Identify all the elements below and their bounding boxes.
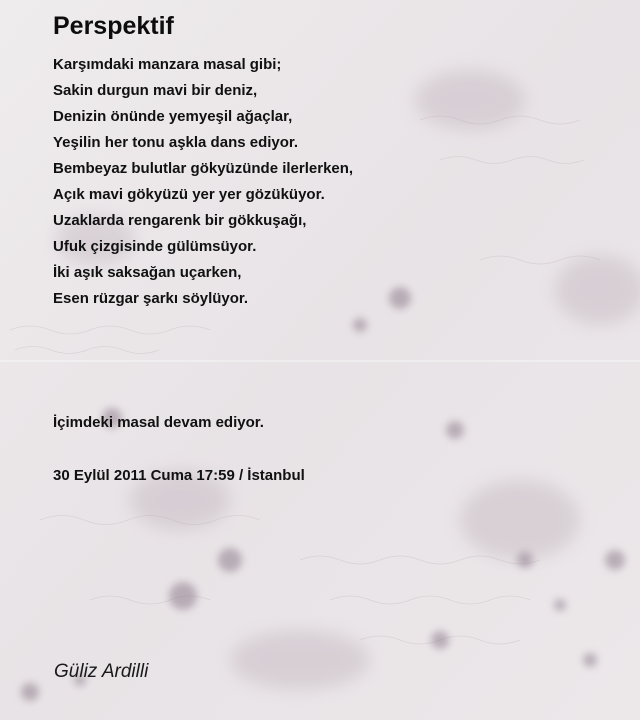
poem-line: Açık mavi gökyüzü yer yer gözüküyor. — [53, 186, 325, 203]
poem-stanza — [53, 52, 353, 312]
poem-line: İki aşık saksağan uçarken, — [53, 264, 242, 281]
poem-line: Sakin durgun mavi bir deniz, — [53, 82, 258, 99]
poem-line: Esen rüzgar şarkı söylüyor. — [53, 290, 249, 307]
poem-line: Bembeyaz bulutlar gökyüzünde ilerlerken, — [53, 160, 354, 177]
poem-author: Güliz Ardilli — [54, 661, 149, 682]
poem-line: Denizin önünde yemyeşil ağaçlar, — [53, 108, 293, 125]
poem-line: Uzaklarda rengarenk bir gökkuşağı, — [53, 212, 307, 229]
poem-closing-line: İçimdeki masal devam ediyor. — [53, 414, 264, 431]
poem-line: Ufuk çizgisinde gülümsüyor. — [53, 238, 257, 255]
poem-line: Yeşilin her tonu aşkla dans ediyor. — [53, 134, 299, 151]
poem-line: Karşımdaki manzara masal gibi; — [53, 56, 282, 73]
poem-title: Perspektif — [53, 12, 174, 40]
poem-date-place: 30 Eylül 2011 Cuma 17:59 / İstanbul — [53, 467, 305, 484]
